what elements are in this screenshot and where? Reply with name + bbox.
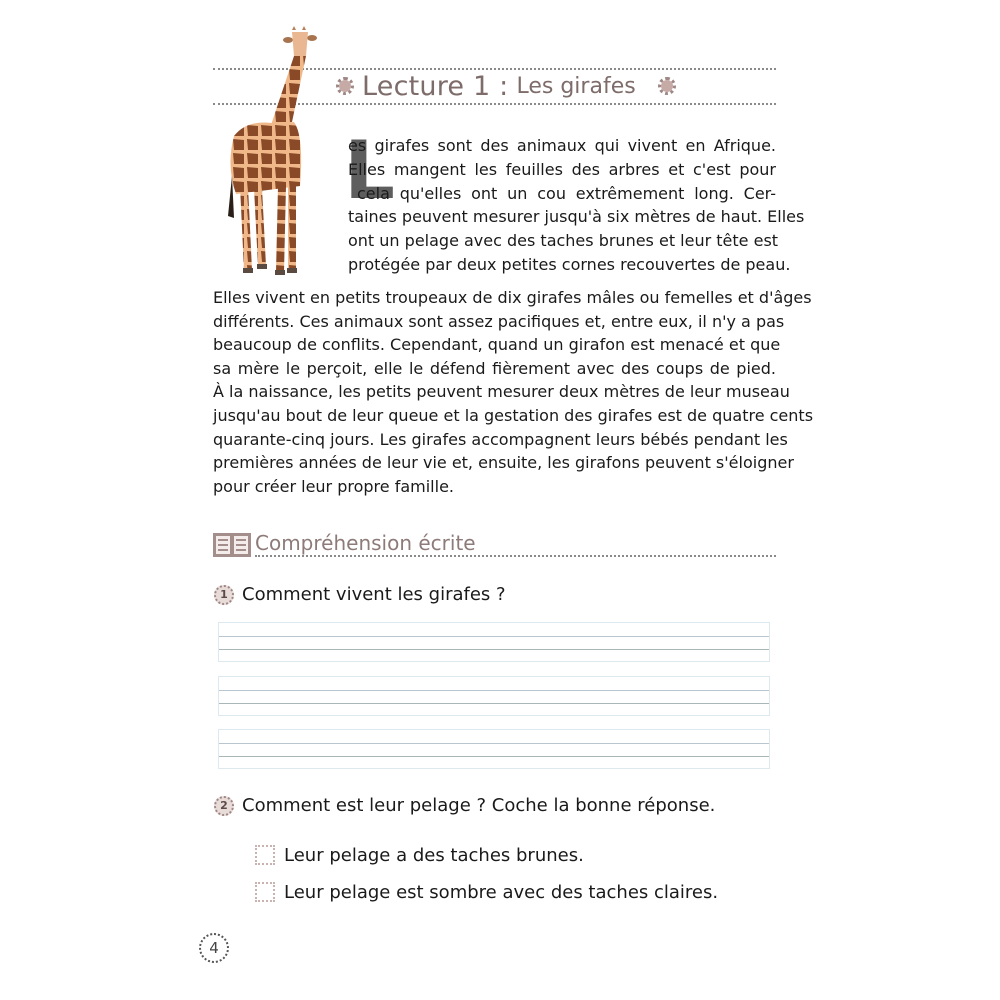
choice-checkbox-2[interactable] — [255, 882, 275, 902]
lesson-subject: Les girafes — [516, 73, 636, 99]
text-line: es girafes sont des animaux qui vivent en Afrique. — [348, 136, 776, 155]
text-line: beaucoup de conflits. Cependant, quand un girafon est menacé et que — [213, 335, 781, 355]
choice-label-1: Leur pelage a des taches brunes. — [284, 845, 584, 866]
text-line: jusqu'au bout de leur queue et la gestation des girafes est de quatre cents — [213, 405, 814, 425]
text-line: taines peuvent mesurer jusqu'à six mètres de haut. Elles — [348, 207, 805, 227]
answer-line-2[interactable] — [218, 676, 770, 716]
section-heading — [213, 531, 776, 559]
text-line: Elles vivent en petits troupeaux de dix girafes mâles ou femelles et d'âges — [213, 288, 812, 307]
section-title: Compréhension écrite — [255, 531, 476, 555]
drop-cap: L — [344, 124, 395, 217]
answer-line-3[interactable] — [218, 729, 770, 769]
flower-icon — [658, 77, 676, 95]
lesson-number: Lecture 1 : — [362, 70, 509, 102]
choice-label-2: Leur pelage est sombre avec des taches claires. — [284, 882, 719, 903]
question-number-badge: 2 — [214, 796, 234, 816]
section-rule — [255, 555, 776, 557]
text-line: différents. Ces animaux sont assez pacifiques et, entre eux, il n'y a pas — [213, 311, 785, 331]
text-line: ont un pelage avec des taches brunes et leur tête est — [348, 231, 779, 251]
page-number: 4 — [199, 933, 229, 963]
question-2-text: Comment est leur pelage ? Coche la bonne réponse. — [242, 795, 716, 816]
text-line: Elles mangent les feuilles des arbres et c'est pour — [348, 159, 776, 179]
lesson-title — [336, 66, 676, 106]
giraffe-image — [218, 26, 328, 278]
question-number-badge: 1 — [214, 585, 234, 605]
text-line: À la naissance, les petits peuvent mesurer deux mètres de leur museau — [213, 382, 790, 402]
open-book-icon — [213, 533, 251, 557]
answer-line-1[interactable] — [218, 622, 770, 662]
text-line: pour créer leur propre famille. — [213, 476, 454, 496]
text-line: protégée par deux petites cornes recouvertes de peau. — [348, 254, 791, 274]
reading-intro-paragraph — [348, 134, 805, 277]
text-line: sa mère le perçoit, elle le défend fièrement avec des coups de pied. — [213, 358, 776, 378]
choice-checkbox-1[interactable] — [255, 845, 275, 865]
reading-body-paragraph — [213, 286, 814, 498]
text-line: premières années de leur vie et, ensuite, les girafons peuvent s'éloigner — [213, 453, 794, 473]
question-1-text: Comment vivent les girafes ? — [242, 584, 506, 605]
flower-icon — [336, 77, 354, 95]
text-line: quarante-cinq jours. Les girafes accompagnent leurs bébés pendant les — [213, 429, 788, 449]
text-line: cela qu'elles ont un cou extrêmement long. Cer- — [357, 183, 776, 203]
